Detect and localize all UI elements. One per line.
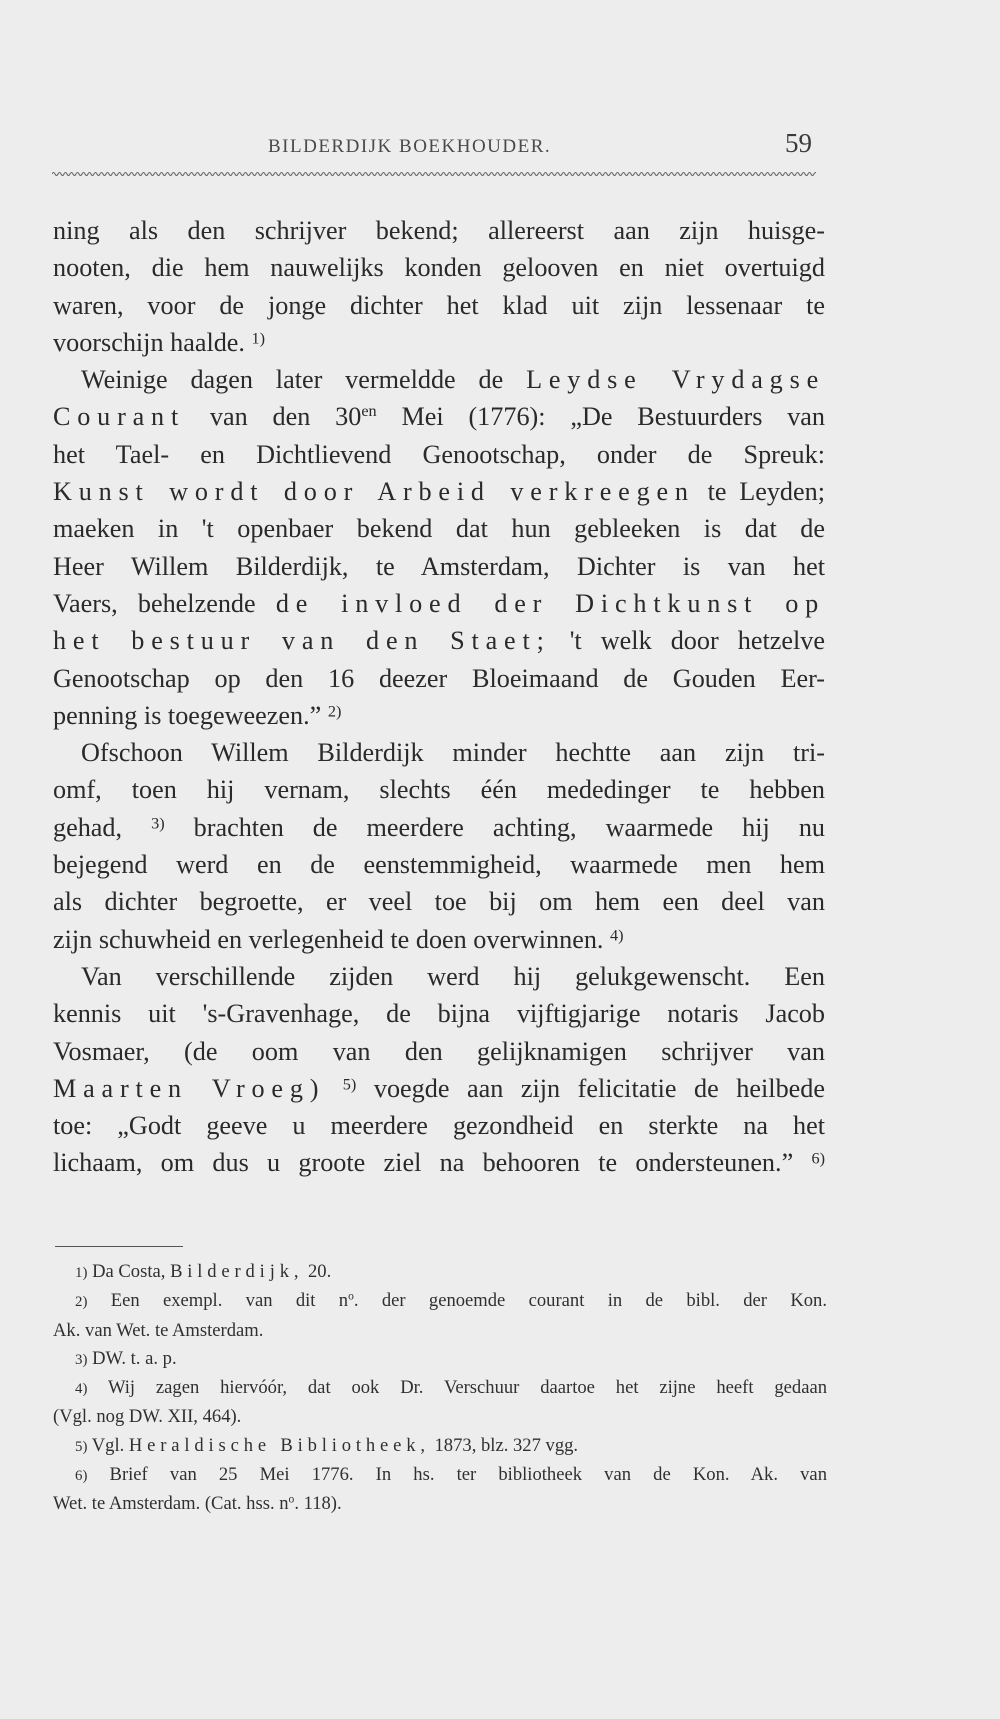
page-number: 59 (785, 128, 812, 158)
footnote-ref: 1) (251, 329, 266, 348)
footnote-ref: 2) (327, 702, 342, 721)
text-line: Vaers, behelzende de invloed der Dichtkunst op (53, 588, 826, 618)
text-line: penning is toegeweezen.” $^{2)}$ (53, 700, 342, 730)
text-line: kennis uit 's-Gravenhage, de bijna vijftigjarige notaris Jacob (53, 999, 825, 1029)
text-line: Genootschap op den 16 deezer Bloeimaand de Gouden Eer- (53, 663, 825, 693)
text-line: ning als den schrijver bekend; allereerst aan zijn huisge- (53, 216, 825, 245)
text-line: Van verschillende zijden werd hij gelukgewenscht. Een (81, 961, 825, 991)
emphasized-title: het bestuur van den Staet; (53, 626, 551, 656)
text-line: gehad, $^{3)}$ brachten de meerdere achting, waarmede hij nu (53, 812, 826, 842)
text-line: het bestuur van den Staet; 't welk door hetzelve (53, 626, 825, 656)
text-line: Courant van den $30^{en}$ Mei (1776): „De Bestuurders van (53, 402, 826, 432)
text-line: Kunst wordt door Arbeid verkreegen te Leyden; (53, 477, 826, 507)
text-line: Ofschoon Willem Bilderdijk minder hechtte aan zijn tri- (81, 738, 825, 768)
text-line: lichaam, om dus u groote ziel na behooren te ondersteunen.” $^{6)}$ (53, 1148, 825, 1178)
emphasized-title: Leydse Vrydagse (526, 365, 826, 395)
text-line: voorschijn haalde. $^{1)}$ (53, 327, 266, 357)
body-text (53, 212, 825, 1182)
text-line: toe: „Godt geeve u meerdere gezondheid en sterkte na het (53, 1111, 825, 1141)
footnote: 1) Da Costa, Bilderdijk, 20. (75, 1261, 332, 1282)
footnotes (53, 1258, 827, 1519)
text-line: Vosmaer, (de oom van den gelijknamigen schrijver van (53, 1036, 825, 1066)
emphasized-motto: Kunst wordt door Arbeid verkreegen (53, 477, 695, 507)
emphasized-title: Courant (53, 402, 186, 432)
footnote-ref: 5) (342, 1075, 357, 1094)
footnote: 3) DW. t. a. p. (75, 1347, 177, 1369)
footnote-ref: 3) (151, 814, 165, 833)
text-line: omf, toen hij vernam, slechts één mededinger te hebben (53, 775, 825, 805)
footnote-continuation: Wet. te Amsterdam. (Cat. hss. $n^o$. 118). (53, 1493, 342, 1515)
footnote-continuation: (Vgl. nog DW. XII, 464). (53, 1406, 242, 1428)
text-line: Heer Willem Bilderdijk, te Amsterdam, Dichter is van het (53, 551, 825, 581)
emphasized-name: Maarten Vroeg) (53, 1073, 326, 1103)
text-line: het Tael- en Dichtlievend Genootschap, onder de Spreuk: (53, 439, 825, 469)
footnote-ref: 6) (811, 1150, 825, 1169)
footnote-continuation: Ak. van Wet. te Amsterdam. (53, 1319, 264, 1341)
footnote: 2) Een exempl. van dit $n^o$. der genoemde courant in de bibl. der Kon. (75, 1290, 827, 1312)
text-line: maeken in 't openbaer bekend dat hun gebleeken is dat de (53, 514, 825, 544)
running-head: BILDERDIJK BOEKHOUDER. (268, 136, 552, 157)
text-line: waren, voor de jonge dichter het klad uit zijn lessenaar te (53, 290, 825, 320)
footnote-ref: 4) (610, 926, 624, 945)
text-line: nooten, die hem nauwelijks konden gelooven en niet overtuigd (53, 253, 825, 283)
text-line: zijn schuwheid en verlegenheid te doen overwinnen. $^{4)}$ (53, 924, 624, 954)
ornamental-rule (52, 168, 816, 180)
text-line: bejegend werd en de eenstemmigheid, waarmede men hem (53, 850, 825, 880)
footnote-separator (55, 1246, 183, 1247)
emphasized-title: de invloed der Dichtkunst op (275, 588, 826, 618)
text-line: als dichter begroette, er veel toe bij om hem een deel van (53, 887, 825, 917)
footnote: 4) Wij zagen hiervóór, dat ook Dr. Verschuur daartoe het zijne heeft gedaan (75, 1377, 828, 1399)
text-line: Weinige dagen later vermeldde de Leydse Vrydagse (81, 365, 826, 395)
footnote: 6) Brief van 25 Mei 1776. In hs. ter bibliotheek van de Kon. Ak. van (75, 1464, 827, 1486)
footnote: 5) Vgl. Heraldische Bibliotheek, 1873, blz. 327 vgg. (75, 1434, 579, 1456)
text-line: Maarten Vroeg) $^{5)}$ voegde aan zijn felicitatie de heilbede (53, 1073, 826, 1103)
